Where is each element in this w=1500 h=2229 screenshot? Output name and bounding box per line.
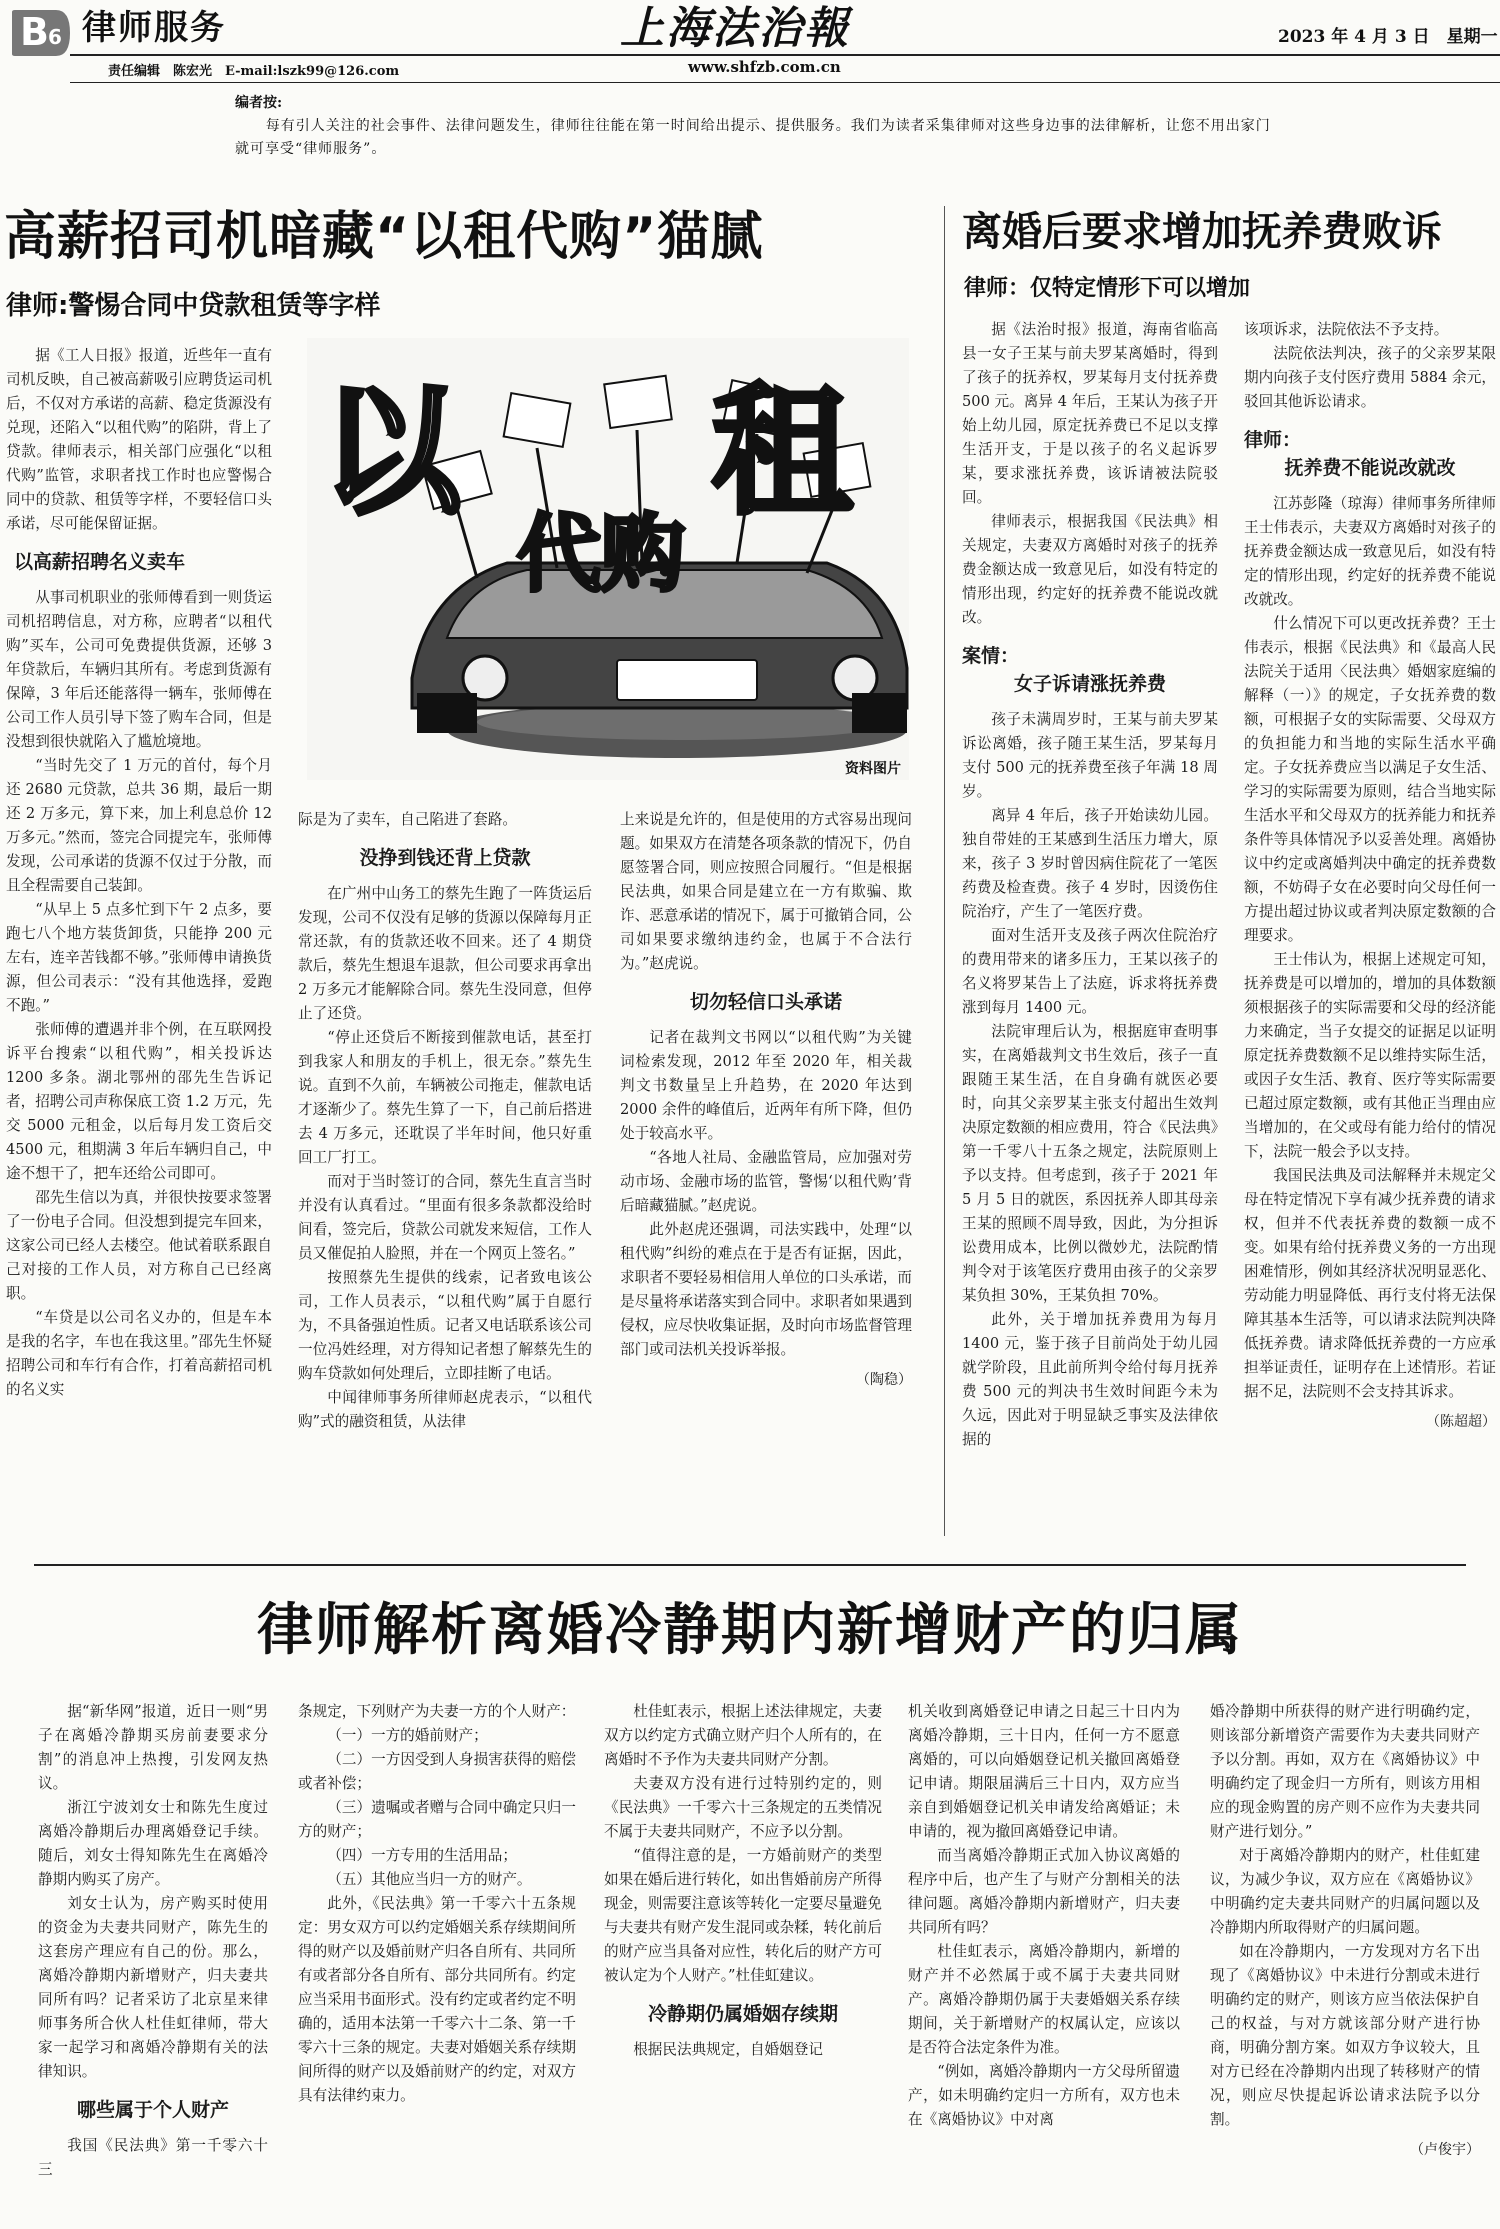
paragraph: 记者在裁判文书网以“以租代购”为关键词检索发现，2012 年至 2020 年，相关裁判文书数量呈上升趋势，在 2020 年达到 2000 余件的峰值后，近两年有所下降，但仍处于较高水平。: [620, 1029, 912, 1142]
article2-title: 离婚后要求增加抚养费败诉: [962, 209, 1442, 255]
paragraph: 我国民法典及司法解释并未规定父母在特定情况下享有减少抚养费的请求权，但并不代表抚养费的数额一成不变。如果有给付抚养费义务的一方出现困难情形，例如其经济状况明显恶化、劳动能力明显降低、再行支付将无法保障其基本生活等，可以请求法院判决降低抚养费。请求降低抚养费的一方应承担举证责任，证明存在上述情形。若证据不足，法院则不会支持其诉求。: [1244, 1167, 1496, 1400]
paragraph: 上来说是允许的，但是使用的方式容易出现问题。如果双方在清楚各项条款的情况下，仍自愿签署合同，则应按照合同履行。“但是根据民法典，如果合同是建立在一方有欺骗、欺诈、恶意承诺的情况下，属于可撤销合同，公司如果要求缴纳违约金，也属于不合法行为。”赵虎说。: [620, 811, 912, 972]
article3-column-5: [1210, 1700, 1480, 2225]
paragraph: 邵先生信以为真，并很快按要求签署了一份电子合同。但没想到提完车回来，这家公司已经人去楼空。他试着联系跟自己对接的工作人员，对方称自己已经离职。: [6, 1189, 272, 1302]
paragraph: 条规定，下列财产为夫妻一方的个人财产：: [298, 1703, 576, 1720]
section-heading: 案情：: [962, 645, 1020, 667]
article3-title: 律师解析离婚冷静期内新增财产的归属: [257, 1598, 1243, 1663]
paragraph: 杜佳虹表示，离婚冷静期内，新增的财产并不必然属于或不属于夫妻共同财产。离婚冷静期仍属于夫妻婚姻关系存续期间，关于新增财产的权属认定，应该以是否符合法定条件为准。: [908, 1943, 1180, 2056]
editor-note-label: 编者按:: [235, 95, 283, 111]
paragraph: “从早上 5 点多忙到下午 2 点多，要跑七八个地方装货卸货，只能挣 200 元左右，连辛苦钱都不够。”张师傅申请换货源，但公司表示：“没有其他选择，爱跑不跑。”: [6, 901, 272, 1014]
paragraph: 对于离婚冷静期内的财产，杜佳虹建议，为减少争议，双方应在《离婚协议》中明确约定夫妻共同财产的归属问题以及冷静期内所取得财产的归属问题。: [1210, 1847, 1480, 1936]
paragraph: “值得注意的是，一方婚前财产的类型如果在婚后进行转化，如出售婚前房产所得现金，则需要注意该等转化一定要尽量避免与夫妻共有财产发生混同或杂糅，转化前后的财产应当具备对应性，转化后的财产方可被认定为个人财产。”杜佳虹建议。: [604, 1847, 882, 1984]
paragraph: 机关收到离婚登记申请之日起三十日内为离婚冷静期，三十日内，任何一方不愿意离婚的，可以向婚姻登记机关撤回离婚登记申请。期限届满后三十日内，双方应当亲自到婚姻登记机关申请发给离婚证；未申请的，视为撤回离婚登记申请。: [908, 1703, 1180, 1840]
article3-column-4: [908, 1700, 1180, 2225]
byline: （陶稳）: [856, 1372, 912, 1388]
article2-subtitle: 律师：仅特定情形下可以增加: [964, 276, 1251, 301]
article1-illustration: [307, 338, 909, 780]
paragraph: “停止还贷后不断接到催款电话，甚至打到我家人和朋友的手机上，很无奈。”蔡先生说。直到不久前，车辆被公司拖走，催款电话才逐渐少了。蔡先生算了一下，自己前后搭进去 4 万多元，还耽误了半年时间，他只好重回工厂打工。: [298, 1029, 592, 1166]
masthead-rule: [70, 54, 1500, 56]
list-item: （一）一方的婚前财产；: [327, 1727, 488, 1744]
section-heading: 以高薪招聘名义卖车: [14, 551, 186, 573]
article1-column-3: [620, 808, 912, 1524]
paragraph: 婚冷静期中所获得的财产进行明确约定，则该部分新增资产需要作为夫妻共同财产予以分割。再如，双方在《离婚协议》中明确约定了现金归一方所有，则该方用相应的现金购置的房产则不应作为夫妻共同财产进行划分。”: [1210, 1703, 1480, 1840]
paper-logo: 上海法治報: [620, 3, 850, 54]
page-badge-letter: B: [20, 10, 49, 54]
illustration-caption: 资料图片: [845, 761, 901, 777]
paragraph: 如在冷静期内，一方发现对方名下出现了《离婚协议》中未进行分割或未进行明确约定的财产，则该方应当依法保护自己的权益，与对方就该部分财产进行协商，明确分割方案。如双方争议较大，且对方已经在冷静期内出现了转移财产的情况，则应尽快提起诉讼请求法院予以分割。: [1210, 1943, 1480, 2128]
paragraph: 杜佳虹表示，根据上述法律规定，夫妻双方以约定方式确立财产归个人所有的，在离婚时不予作为夫妻共同财产分割。: [604, 1703, 882, 1768]
paragraph: 浙江宁波刘女士和陈先生度过离婚冷静期后办理离婚登记手续。随后，刘女士得知陈先生在离婚冷静期内购买了房产。: [38, 1799, 268, 1888]
list-item: （二）一方因受到人身损害获得的赔偿或者补偿；: [298, 1751, 576, 1792]
section-heading: 哪些属于个人财产: [76, 2099, 229, 2121]
article3-column-3: [604, 1700, 882, 2225]
paragraph: 据《法治时报》报道，海南省临高县一女子王某与前夫罗某离婚时，得到了孩子的抚养权，罗某每月支付抚养费 500 元。离异 4 年后，王某认为孩子开始上幼儿园，原定抚养费已不足以支撑生活开支，于是以孩子的名义起诉罗某，要求涨抚养费，该诉请被法院驳回。: [962, 321, 1218, 506]
issue-date: 2023 年 4 月 3 日 星期一: [1278, 27, 1498, 47]
byline: （卢俊宇）: [1410, 2142, 1480, 2158]
article1-column-2: [298, 808, 592, 1524]
paragraph: 据《工人日报》报道，近些年一直有司机反映，自己被高薪吸引应聘货运司机后，不仅对方承诺的高薪、稳定货源没有兑现，还陷入“以租代购”的陷阱，背上了贷款。律师表示，相关部门应强化“以租代购”监管，求职者找工作时也应警惕合同中的贷款、租赁等字样，不要轻信口头承诺，尽可能保留证据。: [6, 347, 272, 532]
list-item: （五）其他应当归一方的财产。: [327, 1871, 532, 1888]
paragraph: 此外，关于增加抚养费用为每月 1400 元，鉴于孩子目前尚处于幼儿园就学阶段，且此前所判令给付每月抚养费 500 元的判决书生效时间距今未为久远，因此对于明显缺乏事实及法律依据的: [962, 1311, 1218, 1448]
illustration-char-yi: 以: [321, 371, 462, 534]
paragraph: 该项诉求，法院依法不予支持。: [1244, 321, 1449, 338]
byline: （陈超超）: [1426, 1414, 1496, 1430]
list-item: （四）一方专用的生活用品；: [327, 1847, 517, 1864]
section-heading: 律师：: [1244, 429, 1302, 451]
masthead-rule-bottom: [70, 82, 1500, 83]
paragraph: 而当离婚冷静期正式加入协议离婚的程序中后，也产生了与财产分割相关的法律问题。离婚冷静期内新增财产，归夫妻共同所有吗？: [908, 1847, 1180, 1936]
article1-column-1: [6, 344, 272, 1524]
paragraph: 际是为了卖车，自己陷进了套路。: [298, 811, 517, 828]
paragraph: 此外赵虎还强调，司法实践中，处理“以租代购”纠纷的难点在于是否有证据，因此，求职者不要轻易相信用人单位的口头承诺，而是尽量将承诺落实到合同中。求职者如果遇到侵权，应尽快收集证据，及时向市场监督管理部门或司法机关投诉举报。: [620, 1221, 912, 1358]
paragraph: 据“新华网”报道，近日一则“男子在离婚冷静期买房前妻要求分割”的消息冲上热搜，引发网友热议。: [38, 1703, 268, 1792]
illustration-char-daigou: 代购: [517, 505, 686, 603]
section-heading: 没挣到钱还背上贷款: [359, 847, 531, 869]
paragraph: 而对于当时签订的合同，蔡先生直言当时并没有认真看过。“里面有很多条款都没给时间看，签完后，贷款公司就发来短信，工作人员又催促拍人脸照，并在一个网页上签名。”: [298, 1173, 592, 1262]
article1-title: 高薪招司机暗藏“以租代购”猫腻: [4, 207, 764, 267]
article3-column-2: [298, 1700, 576, 2225]
paragraph: 法院审理后认为，根据庭审查明事实，在离婚裁判文书生效后，孩子一直跟随王某生活，在自身确有就医必要时，向其父亲罗某主张支付超出生效判决原定数额的相应费用，符合《民法典》第一千零八十五条之规定，法院原则上予以支持。但考虑到，孩子于 2021 年 5 月 5 日的就医，系因抚养人即其母亲王某的照顾不周导致，因此，为分担诉讼费用成本，比例以微妙尤，法院酌情判令对于该笔医疗费用由孩子的父亲罗某负担 30%，王某负担 70%。: [962, 1023, 1218, 1304]
paragraph: 张师傅的遭遇并非个例，在互联网投诉平台搜索“以租代购”，相关投诉达 1200 多条。湖北鄂州的邵先生告诉记者，招聘公司声称保底工资 1.2 万元，先交 5000 元租金，以后每月发工资后交 4500 元，租期满 3 年后车辆归自己，中途不想干了，把车还给公司即可。: [6, 1021, 272, 1182]
paragraph: 什么情况下可以更改抚养费？王士伟表示，根据《民法典》和《最高人民法院关于适用〈民法典〉婚姻家庭编的解释（一）》的规定，子女抚养费的数额，可根据子女的实际需要、父母双方的负担能力和当地的实际生活水平确定。子女抚养费应当以满足子女生活、学习的实际需要为原则，结合当地实际生活水平和父母双方的抚养能力和抚养条件等具体情况予以妥善处理。离婚协议中约定或离婚判决中确定的抚养费数额，不妨碍子女在必要时向父母任何一方提出超过协议或者判决原定数额的合理要求。: [1244, 615, 1496, 944]
article2-column-1: [962, 318, 1218, 1524]
article3-column-1: [38, 1700, 268, 2225]
paragraph: 此外，《民法典》第一千零六十五条规定：男女双方可以约定婚姻关系存续期间所得的财产以及婚前财产归各自所有、共同所有或者部分各自所有、部分共同所有。约定应当采用书面形式。没有约定或者约定不明确的，适用本法第一千零六十二条、第一千零六十三条的规定。夫妻对婚姻关系存续期间所得的财产以及婚前财产的约定，对双方具有法律约束力。: [298, 1895, 576, 2104]
paragraph: 在广州中山务工的蔡先生跑了一阵货运后发现，公司不仅没有足够的货源以保障每月正常还款，有的货款还收不回来。还了 4 期贷款后，蔡先生想退车退款，但公司要求再拿出 2 万多元才能解除合同。蔡先生没同意，但停止了还贷。: [298, 885, 592, 1022]
editor-note-text: 每有引人关注的社会事件、法律问题发生，律师往往能在第一时间给出提示、提供服务。我们为读者采集律师对这些身边事的法律解析，让您不用出家门就可享受“律师服务”。: [235, 118, 1271, 157]
paragraph: “各地人社局、金融监管局，应加强对劳动市场、金融市场的监管，警惕‘以租代购’背后暗藏猫腻。”赵虎说。: [620, 1149, 912, 1214]
paragraph: 中闻律师事务所律师赵虎表示，“以租代购”式的融资租赁，从法律: [298, 1389, 592, 1430]
paragraph: 刘女士认为，房产购买时使用的资金为夫妻共同财产，陈先生的这套房产理应有自己的份。那么，离婚冷静期内新增财产，归夫妻共同所有吗？记者采访了北京星来律师事务所合伙人杜佳虹律师，带大家一起学习和离婚冷静期有关的法律知识。: [38, 1895, 268, 2080]
article1-subtitle: 律师:警惕合同中贷款租赁等字样: [6, 291, 381, 321]
paragraph: 律师表示，根据我国《民法典》相关规定，夫妻双方离婚时对孩子的抚养费金额达成一致意见后，如没有特定的情形出现，约定好的抚养费不能说改就改。: [962, 513, 1218, 626]
paragraph: 孩子未满周岁时，王某与前夫罗某诉讼离婚，孩子随王某生活，罗某每月支付 500 元的抚养费至孩子年满 18 周岁。: [962, 711, 1218, 800]
column-divider: [944, 206, 945, 1536]
paragraph: 面对生活开支及孩子两次住院治疗的费用带来的诸多压力，王某以孩子的名义将罗某告上了法庭，诉求将抚养费涨到每月 1400 元。: [962, 927, 1218, 1016]
page-badge: [10, 8, 72, 58]
masthead: [0, 0, 1500, 86]
page-badge-number: 6: [48, 25, 62, 49]
paragraph: 离异 4 年后，孩子开始读幼儿园。独自带娃的王某感到生活压力增大，原来，孩子 3 岁时曾因病住院花了一笔医药费及检查费。孩子 4 岁时，因烫伤住院治疗，产生了一笔医疗费。: [962, 807, 1218, 920]
editor-line: 责任编辑 陈宏光 E-mail:lszk99@126.com: [108, 64, 400, 79]
paragraph: 法院依法判决，孩子的父亲罗某限期内向孩子支付医疗费用 5884 余元，驳回其他诉讼请求。: [1244, 345, 1496, 410]
section-title: 律师服务: [82, 8, 226, 48]
paragraph: 夫妻双方没有进行过特别约定的，则《民法典》一千零六十三条规定的五类情况不属于夫妻共同财产，不应予以分割。: [604, 1775, 882, 1840]
section-heading: 切勿轻信口头承诺: [689, 991, 842, 1013]
paragraph: 王士伟认为，根据上述规定可知，抚养费是可以增加的，增加的具体数额须根据孩子的实际需要和父母的经济能力来确定，当子女提交的证据足以证明原定抚养费数额不足以维持实际生活，或因子女生活、教育、医疗等实际需要已超过原定数额，或有其他正当理由应当增加的，在父或母有能力给付的情况下，法院一般会予以支持。: [1244, 951, 1496, 1160]
section-separator: [34, 1564, 1466, 1566]
paragraph: “车贷是以公司名义办的，但是车本是我的名字，车也在我这里。”邵先生怀疑招聘公司和车行有合作，打着高薪招司机的名义实: [6, 1309, 272, 1398]
paragraph: 我国《民法典》第一千零六十三: [38, 2137, 268, 2178]
article2-column-2: [1244, 318, 1496, 1524]
paragraph: “例如，离婚冷静期内一方父母所留遗产，如未明确约定归一方所有，双方也未在《离婚协议》中对离: [908, 2063, 1180, 2128]
section-subheading: 女子诉请涨抚养费: [1013, 673, 1166, 695]
website: www.shfzb.com.cn: [688, 58, 841, 76]
illustration-char-zu: 租: [712, 371, 853, 534]
paragraph: 从事司机职业的张师傅看到一则货运司机招聘信息，对方称，应聘者“以租代购”买车，公司可免费提供货源，还够 3 年贷款后，车辆归其所有。考虑到货源有保障，3 年后还能落得一辆车，张师傅在公司工作人员引导下签了购车合同，但是没想到很快就陷入了尴尬境地。: [6, 589, 272, 750]
section-subheading: 抚养费不能说改就改: [1284, 457, 1456, 479]
paragraph: 根据民法典规定，自婚姻登记: [633, 2041, 823, 2058]
paragraph: 江苏彭隆（琼海）律师事务所律师王士伟表示，夫妻双方离婚时对孩子的抚养费金额达成一致意见后，如没有特定的情形出现，约定好的抚养费不能说改就改。: [1244, 495, 1496, 608]
paragraph: 按照蔡先生提供的线索，记者致电该公司，工作人员表示，“以租代购”属于自愿行为，不具备强迫性质。记者又电话联系该公司一位冯姓经理，对方得知记者想了解蔡先生的购车贷款如何处理后，立即挂断了电话。: [298, 1269, 592, 1382]
paragraph: “当时先交了 1 万元的首付，每个月还 2680 元贷款，总共 36 期，最后一期还 2 万多元，算下来，加上利息总价 12 万多元。”然而，签完合同提完车，张师傅发现，公司承诺的货源不仅过于分散，而且全程需要自己装卸。: [6, 757, 272, 894]
list-item: （三）遗嘱或者赠与合同中确定只归一方的财产；: [298, 1799, 576, 1840]
section-heading: 冷静期仍属婚姻存续期: [647, 2003, 838, 2025]
editor-note: [235, 92, 1275, 161]
